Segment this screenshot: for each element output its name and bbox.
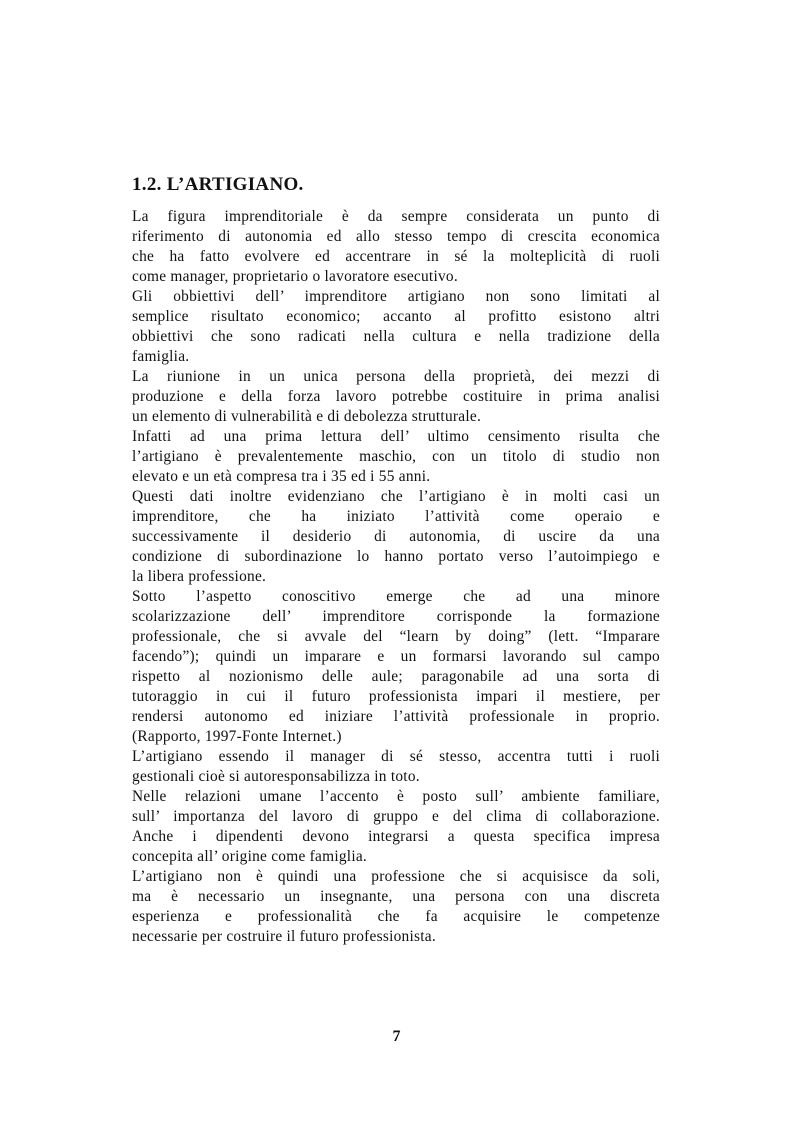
section-title: 1.2. L’ARTIGIANO. [132,174,304,195]
text-line: Infatti ad una prima lettura dell’ ultimo censimento risulta che [132,428,660,445]
text-line: (Rapporto, 1997-Fonte Internet.) [132,728,342,745]
text-line: ma è necessario un insegnante, una persona con una discreta [132,888,660,905]
text-line: imprenditore, che ha iniziato l’attività come operaio e [132,508,660,525]
text-line: rispetto al nozionismo delle aule; paragonabile ad una sorta di [132,668,660,685]
text-line: sull’ importanza del lavoro di gruppo e del clima di collaborazione. [132,808,660,825]
text-line: concepita all’ origine come famiglia. [132,848,368,865]
text-line: esperienza e professionalità che fa acquisire le competenze [132,908,660,925]
text-line: produzione e della forza lavoro potrebbe costituire in prima analisi [132,388,660,405]
text-line: un elemento di vulnerabilità e di debolezza strutturale. [132,408,482,425]
text-line: Gli obbiettivi dell’ imprenditore artigiano non sono limitati al [132,288,660,305]
text-line: necessarie per costruire il futuro professionista. [132,928,436,945]
text-line: L’artigiano essendo il manager di sé stesso, accentra tutti i ruoli [132,748,660,765]
text-line: scolarizzazione dell’ imprenditore corrisponde la formazione [132,608,660,625]
page-number: 7 [392,1028,401,1045]
text-line: riferimento di autonomia ed allo stesso tempo di crescita economica [132,228,660,245]
text-line: La riunione in un unica persona della proprietà, dei mezzi di [132,368,660,385]
text-line: Questi dati inoltre evidenziano che l’artigiano è in molti casi un [132,488,660,505]
text-line: la libera professione. [132,568,267,585]
text-line: L’artigiano non è quindi una professione che si acquisisce da soli, [132,868,660,885]
text-line: La figura imprenditoriale è da sempre considerata un punto di [132,208,660,225]
text-line: obbiettivi che sono radicati nella cultura e nella tradizione della [132,328,660,345]
text-line: elevato e un età compresa tra i 35 ed i 55 anni. [132,468,431,485]
text-line: professionale, che si avvale del “learn by doing” (lett. “Imparare [132,628,660,645]
text-line: semplice risultato economico; accanto al profitto esistono altri [132,308,660,325]
text-line: tutoraggio in cui il futuro professionista impari il mestiere, per [132,688,660,705]
text-line: Anche i dipendenti devono integrarsi a questa specifica impresa [132,828,660,845]
text-line: come manager, proprietario o lavoratore esecutivo. [132,268,458,285]
text-line: successivamente il desiderio di autonomia, di uscire da una [132,528,660,545]
text-line: che ha fatto evolvere ed accentrare in sé la molteplicità di ruoli [132,248,660,265]
text-line: gestionali cioè si autoresponsabilizza in toto. [132,768,420,785]
text-line: rendersi autonomo ed iniziare l’attività professionale in proprio. [132,708,660,725]
text-line: Sotto l’aspetto conoscitivo emerge che ad una minore [132,588,660,605]
text-line: famiglia. [132,348,190,365]
text-line: l’artigiano è prevalentemente maschio, con un titolo di studio non [132,448,660,465]
text-line: facendo”); quindi un imparare e un formarsi lavorando sul campo [132,648,660,665]
body-text [132,207,660,947]
text-line: Nelle relazioni umane l’accento è posto sull’ ambiente familiare, [132,788,660,805]
text-line: condizione di subordinazione lo hanno portato verso l’autoimpiego e [132,548,660,565]
